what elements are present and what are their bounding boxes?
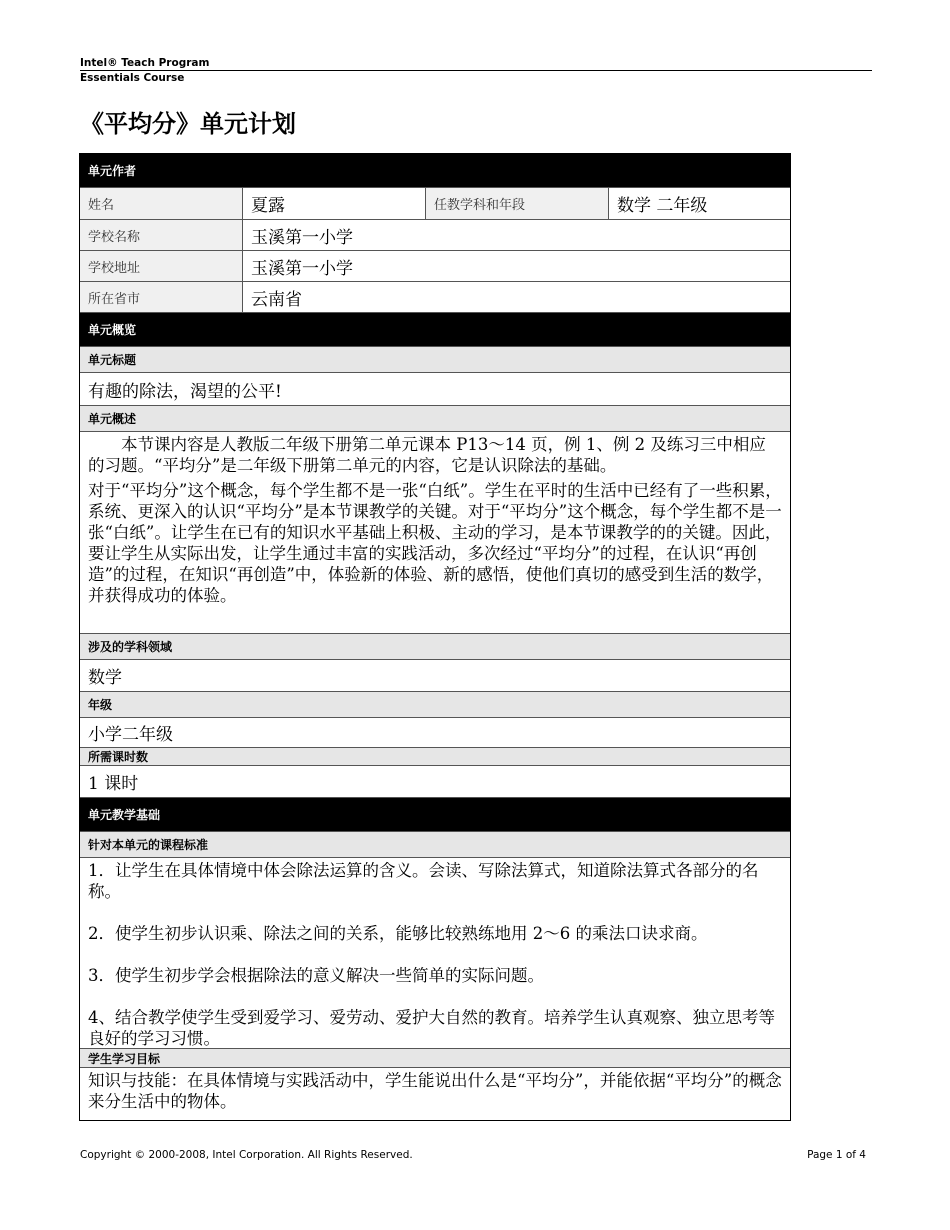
row-summary: [80, 432, 790, 634]
hours-value: 1 课时: [88, 774, 139, 794]
address-label: 学校地址: [80, 251, 243, 281]
row-school: [80, 220, 790, 251]
page-header: [80, 56, 872, 85]
footer-page-number: Page 1 of 4: [807, 1149, 866, 1161]
subject-area-label: 涉及的学科领域: [80, 634, 790, 660]
section-foundation-heading: 单元教学基础: [80, 798, 790, 832]
row-unit-title: [80, 373, 790, 406]
unit-title-label: 单元标题: [80, 347, 790, 373]
name-label: 姓名: [80, 188, 243, 219]
summary-paragraph-1: 本节课内容是人教版二年级下册第二单元课本 P13～14 页，例 1、例 2 及练习三中相应的习题。“平均分”是二年级下册第二单元的内容，它是认识除法的基础。: [88, 435, 766, 475]
row-grade: [80, 718, 790, 748]
row-name: [80, 188, 790, 220]
grade-label: 年级: [80, 692, 790, 718]
header-course: Essentials Course: [80, 72, 185, 84]
standards-content: [80, 858, 790, 1048]
province-label: 所在省市: [80, 282, 243, 312]
row-province: [80, 282, 790, 313]
unit-plan-table: [79, 153, 791, 1121]
province-value: 云南省: [251, 289, 302, 310]
summary-paragraph-2: 对于“平均分”这个概念，每个学生都不是一张“白纸”。学生在平时的生活中已经有了一些积累，系统、更深入的认识“平均分”是本节课教学的关键。对于“平均分”这个概念，每个学生都不是一张“白纸”。让学生在已有的知识水平基础上积极、主动的学习，是本节课教学的的关键。因此，要让学生从实际出发，让学生通过丰富的实践活动，多次经过“平均分”的过程，在认识“再创造”的过程，在知识“再创造”中，体验新的体验、新的感悟，使他们真切的感受到生活的数学，并获得成功的体验。: [88, 481, 782, 605]
objectives-label: 学生学习目标: [80, 1049, 790, 1068]
row-subject-area: [80, 660, 790, 692]
row-address: [80, 251, 790, 282]
row-standards: [80, 858, 790, 1049]
page-title: 《平均分》单元计划: [80, 110, 296, 138]
school-value: 玉溪第一小学: [251, 227, 353, 248]
standard-item-4: 4、结合教学使学生受到爱学习、爱劳动、爱护大自然的教育。培养学生认真观察、独立思考等良好的学习习惯。: [88, 1008, 775, 1048]
name-value: 夏露: [243, 188, 426, 219]
standard-item-2: 2．使学生初步认识乘、除法之间的关系，能够比较熟练地用 2～6 的乘法口诀求商。: [88, 924, 708, 943]
school-label: 学校名称: [80, 220, 243, 250]
address-value: 玉溪第一小学: [251, 258, 353, 279]
header-program: Intel® Teach Program: [80, 57, 210, 69]
section-author-heading: 单元作者: [80, 154, 790, 188]
hours-label: 所需课时数: [80, 748, 790, 766]
grade-value: 小学二年级: [88, 725, 173, 745]
row-hours: [80, 766, 790, 798]
summary-label: 单元概述: [80, 406, 790, 432]
footer-copyright: Copyright © 2000-2008, Intel Corporation. All Rights Reserved.: [80, 1149, 413, 1161]
standard-item-1: 1．让学生在具体情境中体会除法运算的含义。会读、写除法算式，知道除法算式各部分的名称。: [88, 861, 759, 901]
subject-value: 数学 二年级: [617, 196, 708, 216]
standards-label: 针对本单元的课程标准: [80, 832, 790, 858]
subject-area-value: 数学: [88, 668, 122, 688]
summary-content: [80, 432, 790, 633]
unit-title-value: 有趣的除法，渴望的公平!: [88, 381, 282, 402]
objectives-content: 知识与技能：在具体情境与实践活动中，学生能说出什么是“平均分”，并能依据“平均分”的概念来分生活中的物体。: [88, 1071, 782, 1111]
standard-item-3: 3．使学生初步学会根据除法的意义解决一些简单的实际问题。: [88, 966, 544, 985]
subject-label: 任教学科和年段: [426, 188, 609, 219]
row-objectives: [80, 1068, 790, 1120]
section-overview-heading: 单元概览: [80, 313, 790, 347]
